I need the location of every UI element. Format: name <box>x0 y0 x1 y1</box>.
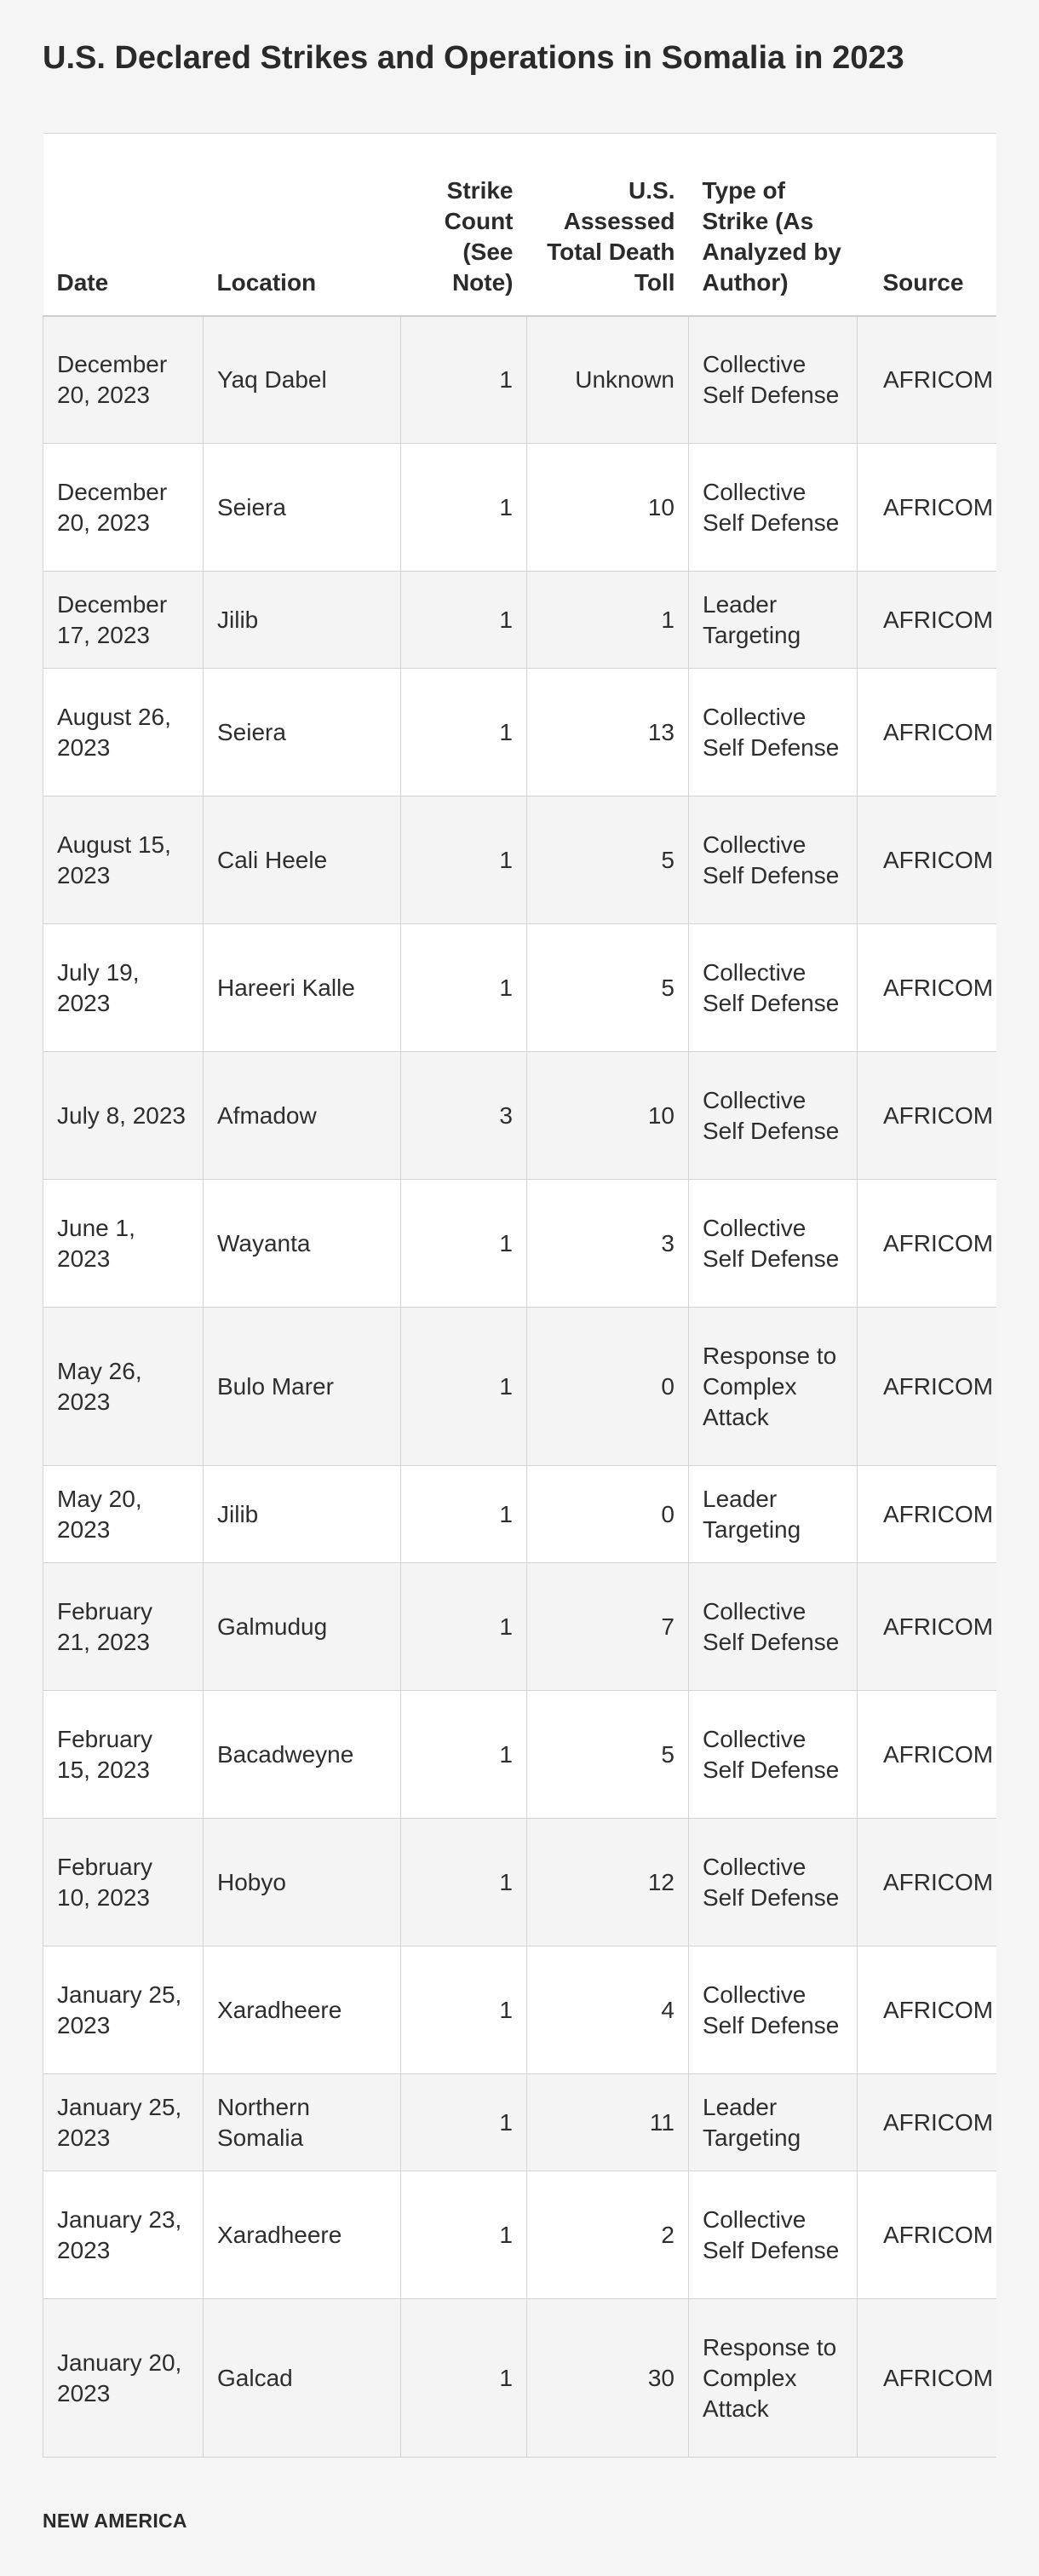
cell-death-toll: Unknown <box>527 316 689 444</box>
cell-location: Bulo Marer <box>204 1308 401 1466</box>
table-row <box>43 1308 997 1466</box>
table-row <box>43 572 997 669</box>
cell-strike-type: Collective Self Defense <box>689 1180 858 1308</box>
cell-death-toll: 3 <box>527 1180 689 1308</box>
cell-strike-type: Collective Self Defense <box>689 1563 858 1691</box>
cell-strike-type: Collective Self Defense <box>689 444 858 572</box>
cell-source: AFRICOM <box>858 669 997 796</box>
cell-date: January 25, 2023 <box>43 1946 204 2074</box>
cell-strike-type: Collective Self Defense <box>689 924 858 1052</box>
cell-source: AFRICOM <box>858 1819 997 1946</box>
cell-death-toll: 2 <box>527 2171 689 2299</box>
cell-strike-count: 1 <box>401 1180 527 1308</box>
cell-strike-type: Response to Complex Attack <box>689 2299 858 2458</box>
cell-strike-count: 1 <box>401 1819 527 1946</box>
cell-location: Xaradheere <box>204 2171 401 2299</box>
cell-death-toll: 12 <box>527 1819 689 1946</box>
table-row <box>43 1691 997 1819</box>
cell-location: Seiera <box>204 669 401 796</box>
cell-date: February 15, 2023 <box>43 1691 204 1819</box>
cell-date: December 17, 2023 <box>43 572 204 669</box>
cell-strike-type: Collective Self Defense <box>689 669 858 796</box>
cell-strike-type: Collective Self Defense <box>689 1691 858 1819</box>
cell-location: Galcad <box>204 2299 401 2458</box>
cell-source: AFRICOM <box>858 1180 997 1308</box>
cell-location: Jilib <box>204 1466 401 1563</box>
cell-location: Northern Somalia <box>204 2074 401 2171</box>
cell-death-toll: 30 <box>527 2299 689 2458</box>
page-title: U.S. Declared Strikes and Operations in Somalia in 2023 <box>43 40 904 76</box>
strikes-table <box>43 133 996 2458</box>
cell-death-toll: 0 <box>527 1466 689 1563</box>
cell-death-toll: 13 <box>527 669 689 796</box>
cell-date: August 15, 2023 <box>43 796 204 924</box>
table-row <box>43 796 997 924</box>
cell-source: AFRICOM <box>858 572 997 669</box>
cell-strike-type: Leader Targeting <box>689 572 858 669</box>
header-strike-count: Strike Count (See Note) <box>401 134 527 316</box>
table-row <box>43 1819 997 1946</box>
cell-date: December 20, 2023 <box>43 444 204 572</box>
cell-strike-type: Leader Targeting <box>689 2074 858 2171</box>
cell-strike-count: 1 <box>401 796 527 924</box>
cell-strike-type: Response to Complex Attack <box>689 1308 858 1466</box>
cell-death-toll: 4 <box>527 1946 689 2074</box>
cell-date: August 26, 2023 <box>43 669 204 796</box>
cell-death-toll: 5 <box>527 924 689 1052</box>
cell-strike-count: 1 <box>401 572 527 669</box>
cell-source: AFRICOM <box>858 1466 997 1563</box>
cell-source: AFRICOM <box>858 2074 997 2171</box>
cell-strike-count: 1 <box>401 316 527 444</box>
cell-strike-count: 1 <box>401 1308 527 1466</box>
cell-location: Jilib <box>204 572 401 669</box>
table-row <box>43 1052 997 1180</box>
cell-location: Cali Heele <box>204 796 401 924</box>
header-strike-type: Type of Strike (As Analyzed by Author) <box>689 134 858 316</box>
cell-strike-count: 1 <box>401 924 527 1052</box>
cell-source: AFRICOM <box>858 1946 997 2074</box>
cell-death-toll: 5 <box>527 1691 689 1819</box>
cell-strike-count: 1 <box>401 1563 527 1691</box>
cell-date: May 20, 2023 <box>43 1466 204 1563</box>
cell-location: Afmadow <box>204 1052 401 1180</box>
cell-date: June 1, 2023 <box>43 1180 204 1308</box>
cell-location: Yaq Dabel <box>204 316 401 444</box>
cell-strike-type: Leader Targeting <box>689 1466 858 1563</box>
cell-death-toll: 0 <box>527 1308 689 1466</box>
footer-brand: NEW AMERICA <box>43 2510 187 2532</box>
cell-date: January 20, 2023 <box>43 2299 204 2458</box>
cell-location: Seiera <box>204 444 401 572</box>
cell-date: January 23, 2023 <box>43 2171 204 2299</box>
cell-date: January 25, 2023 <box>43 2074 204 2171</box>
cell-death-toll: 1 <box>527 572 689 669</box>
cell-death-toll: 10 <box>527 1052 689 1180</box>
header-death-toll: U.S. Assessed Total Death Toll <box>527 134 689 316</box>
table-row <box>43 316 997 444</box>
cell-strike-type: Collective Self Defense <box>689 1946 858 2074</box>
table-row <box>43 444 997 572</box>
cell-strike-type: Collective Self Defense <box>689 1819 858 1946</box>
cell-strike-count: 1 <box>401 1466 527 1563</box>
cell-death-toll: 5 <box>527 796 689 924</box>
cell-strike-count: 1 <box>401 444 527 572</box>
cell-source: AFRICOM <box>858 2171 997 2299</box>
table-row <box>43 2074 997 2171</box>
cell-strike-count: 3 <box>401 1052 527 1180</box>
cell-date: May 26, 2023 <box>43 1308 204 1466</box>
cell-strike-count: 1 <box>401 1946 527 2074</box>
cell-strike-type: Collective Self Defense <box>689 2171 858 2299</box>
header-source: Source <box>858 134 997 316</box>
cell-death-toll: 7 <box>527 1563 689 1691</box>
cell-date: July 8, 2023 <box>43 1052 204 1180</box>
cell-strike-count: 1 <box>401 2171 527 2299</box>
cell-strike-count: 1 <box>401 669 527 796</box>
table-row <box>43 1180 997 1308</box>
cell-location: Hobyo <box>204 1819 401 1946</box>
cell-strike-count: 1 <box>401 2074 527 2171</box>
cell-source: AFRICOM <box>858 2299 997 2458</box>
cell-source: AFRICOM <box>858 444 997 572</box>
header-location: Location <box>204 134 401 316</box>
table-row <box>43 1946 997 2074</box>
table-row <box>43 2171 997 2299</box>
cell-source: AFRICOM <box>858 1052 997 1180</box>
cell-location: Galmudug <box>204 1563 401 1691</box>
table-header-row <box>43 134 997 316</box>
table-body <box>43 316 997 2458</box>
cell-location: Hareeri Kalle <box>204 924 401 1052</box>
cell-source: AFRICOM <box>858 1563 997 1691</box>
table-row <box>43 1466 997 1563</box>
cell-location: Bacadweyne <box>204 1691 401 1819</box>
cell-date: February 10, 2023 <box>43 1819 204 1946</box>
cell-strike-count: 1 <box>401 2299 527 2458</box>
cell-death-toll: 10 <box>527 444 689 572</box>
cell-death-toll: 11 <box>527 2074 689 2171</box>
cell-source: AFRICOM <box>858 924 997 1052</box>
cell-strike-count: 1 <box>401 1691 527 1819</box>
table-row <box>43 2299 997 2458</box>
cell-strike-type: Collective Self Defense <box>689 796 858 924</box>
table-row <box>43 924 997 1052</box>
cell-date: July 19, 2023 <box>43 924 204 1052</box>
strikes-table-viewport[interactable] <box>43 133 996 2458</box>
header-date: Date <box>43 134 204 316</box>
cell-strike-type: Collective Self Defense <box>689 316 858 444</box>
cell-date: December 20, 2023 <box>43 316 204 444</box>
cell-location: Wayanta <box>204 1180 401 1308</box>
cell-source: AFRICOM <box>858 1691 997 1819</box>
cell-date: February 21, 2023 <box>43 1563 204 1691</box>
table-row <box>43 669 997 796</box>
cell-location: Xaradheere <box>204 1946 401 2074</box>
cell-source: AFRICOM <box>858 316 997 444</box>
table-row <box>43 1563 997 1691</box>
cell-source: AFRICOM <box>858 1308 997 1466</box>
cell-source: AFRICOM <box>858 796 997 924</box>
cell-strike-type: Collective Self Defense <box>689 1052 858 1180</box>
